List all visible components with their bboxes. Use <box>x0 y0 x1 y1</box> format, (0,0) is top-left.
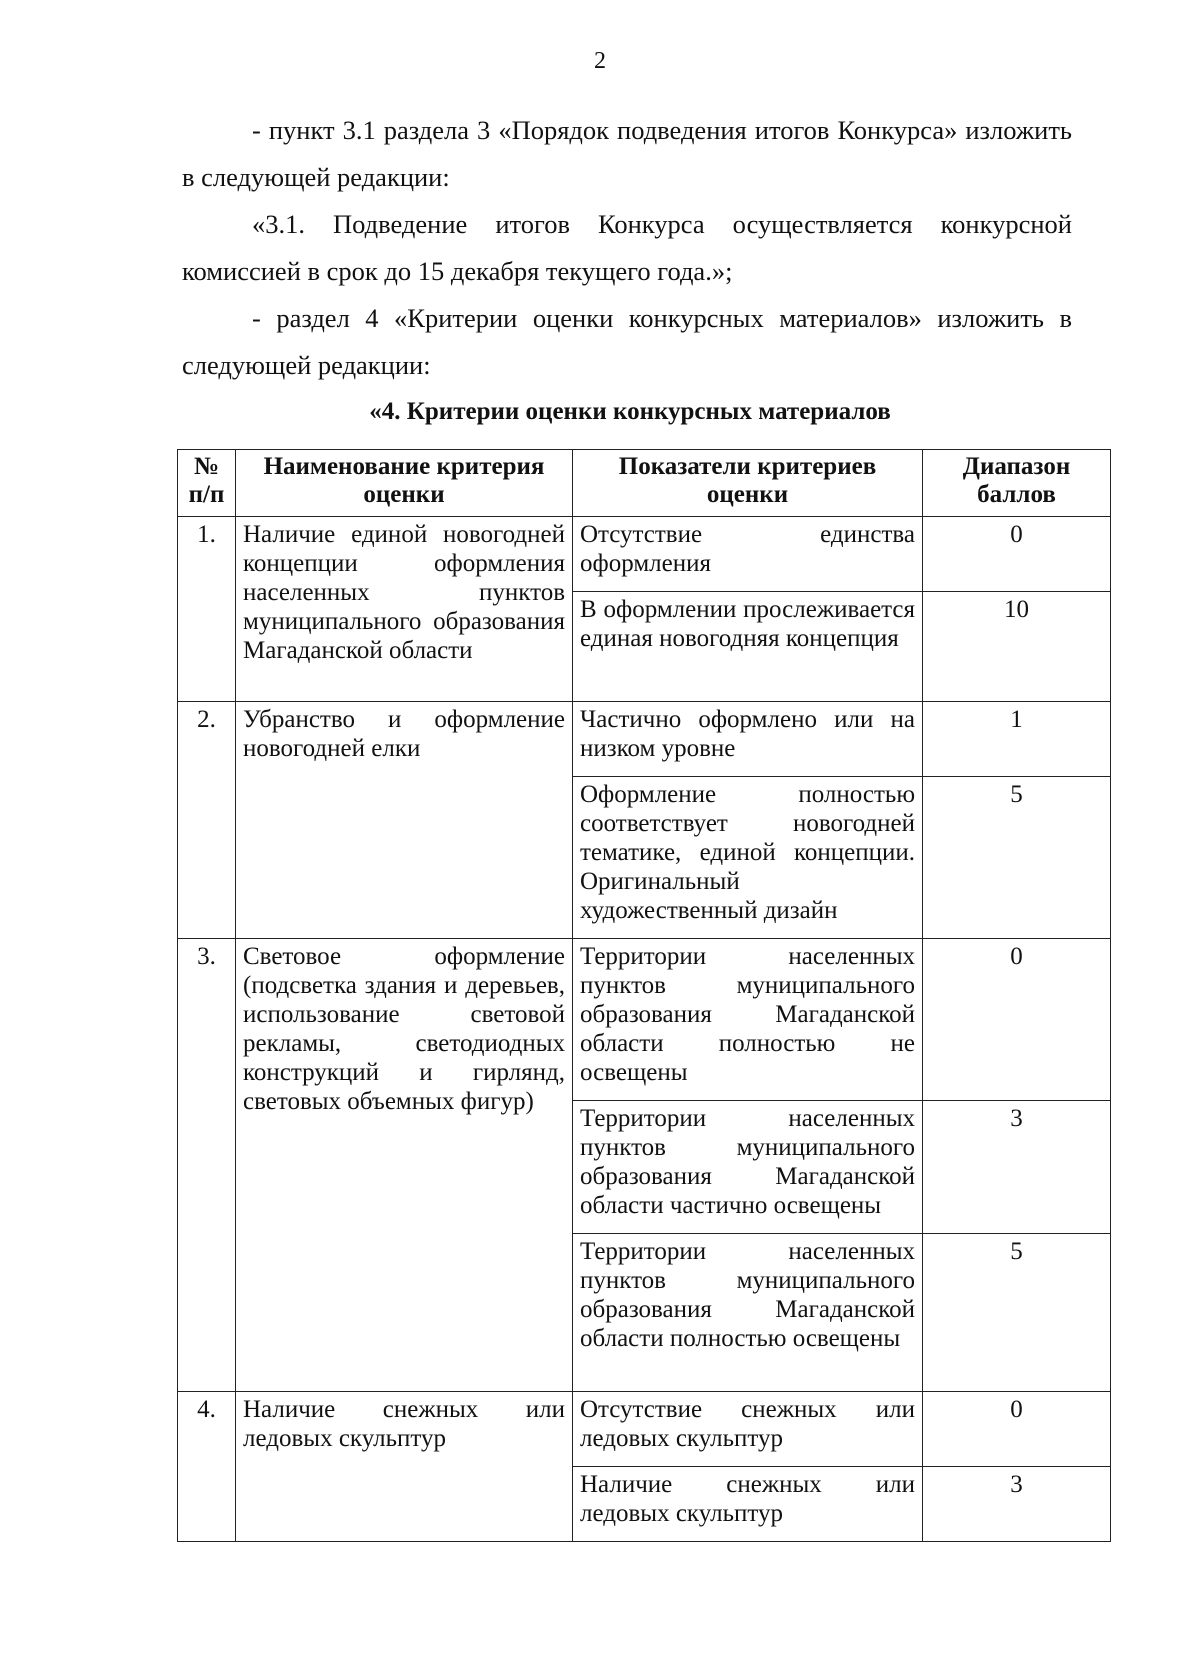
indicator-text: Частично оформлено или на низком уровне <box>573 702 923 777</box>
row-number: 2. <box>178 702 236 939</box>
points-value: 0 <box>923 939 1111 1101</box>
row-number: 1. <box>178 517 236 702</box>
header-criterion: Наименование критерия оценки <box>236 450 573 517</box>
criterion-name: Световое оформление (подсветка здания и деревьев, использование световой рекламы, светодиодных конструкций и гирлянд, световых объемных фигур) <box>236 939 573 1392</box>
indicator-text: Территории населенных пунктов муниципального образования Магаданской области полностью освещены <box>573 1234 923 1392</box>
table-row <box>178 939 1111 1101</box>
section-title: «4. Критерии оценки конкурсных материалов <box>369 398 891 425</box>
indicator-text: Территории населенных пунктов муниципального образования Магаданской области частично освещены <box>573 1101 923 1234</box>
points-value: 3 <box>923 1101 1111 1234</box>
indicator-text: Отсутствие снежных или ледовых скульптур <box>573 1392 923 1467</box>
indicator-text: Наличие снежных или ледовых скульптур <box>573 1467 923 1542</box>
table-row <box>178 1392 1111 1467</box>
criterion-name: Наличие единой новогодней концепции оформления населенных пунктов муниципального образования Магаданской области <box>236 517 573 702</box>
row-number: 3. <box>178 939 236 1392</box>
points-value: 5 <box>923 777 1111 939</box>
page-number: 2 <box>594 48 606 74</box>
criterion-name: Наличие снежных или ледовых скульптур <box>236 1392 573 1542</box>
table-row <box>178 517 1111 592</box>
indicator-text: Территории населенных пунктов муниципального образования Магаданской области полностью не освещены <box>573 939 923 1101</box>
paragraph-new-3-1: «3.1. Подведение итогов Конкурса осуществляется конкурсной комиссией в срок до 15 декабря текущего года.»; <box>182 209 1072 286</box>
header-number: № п/п <box>178 450 236 517</box>
header-indicators: Показатели критериев оценки <box>573 450 923 517</box>
table-header-row <box>178 450 1111 517</box>
paragraph-amend-3-1: - пункт 3.1 раздела 3 «Порядок подведения итогов Конкурса» изложить в следующей редакции: <box>182 115 1072 192</box>
paragraph-amend-section-4: - раздел 4 «Критерии оценки конкурсных материалов» изложить в следующей редакции: <box>182 303 1072 380</box>
table-row <box>178 702 1111 777</box>
indicator-text: Отсутствие единства оформления <box>573 517 923 592</box>
indicator-text: Оформление полностью соответствует новогодней тематике, единой концепции. Оригинальный художественный дизайн <box>573 777 923 939</box>
indicator-text: В оформлении прослеживается единая новогодняя концепция <box>573 592 923 702</box>
criterion-name: Убранство и оформление новогодней елки <box>236 702 573 939</box>
points-value: 0 <box>923 517 1111 592</box>
points-value: 1 <box>923 702 1111 777</box>
points-value: 10 <box>923 592 1111 702</box>
points-value: 0 <box>923 1392 1111 1467</box>
header-points: Диапазон баллов <box>923 450 1111 517</box>
criteria-table <box>177 449 1111 1542</box>
points-value: 5 <box>923 1234 1111 1392</box>
points-value: 3 <box>923 1467 1111 1542</box>
row-number: 4. <box>178 1392 236 1542</box>
